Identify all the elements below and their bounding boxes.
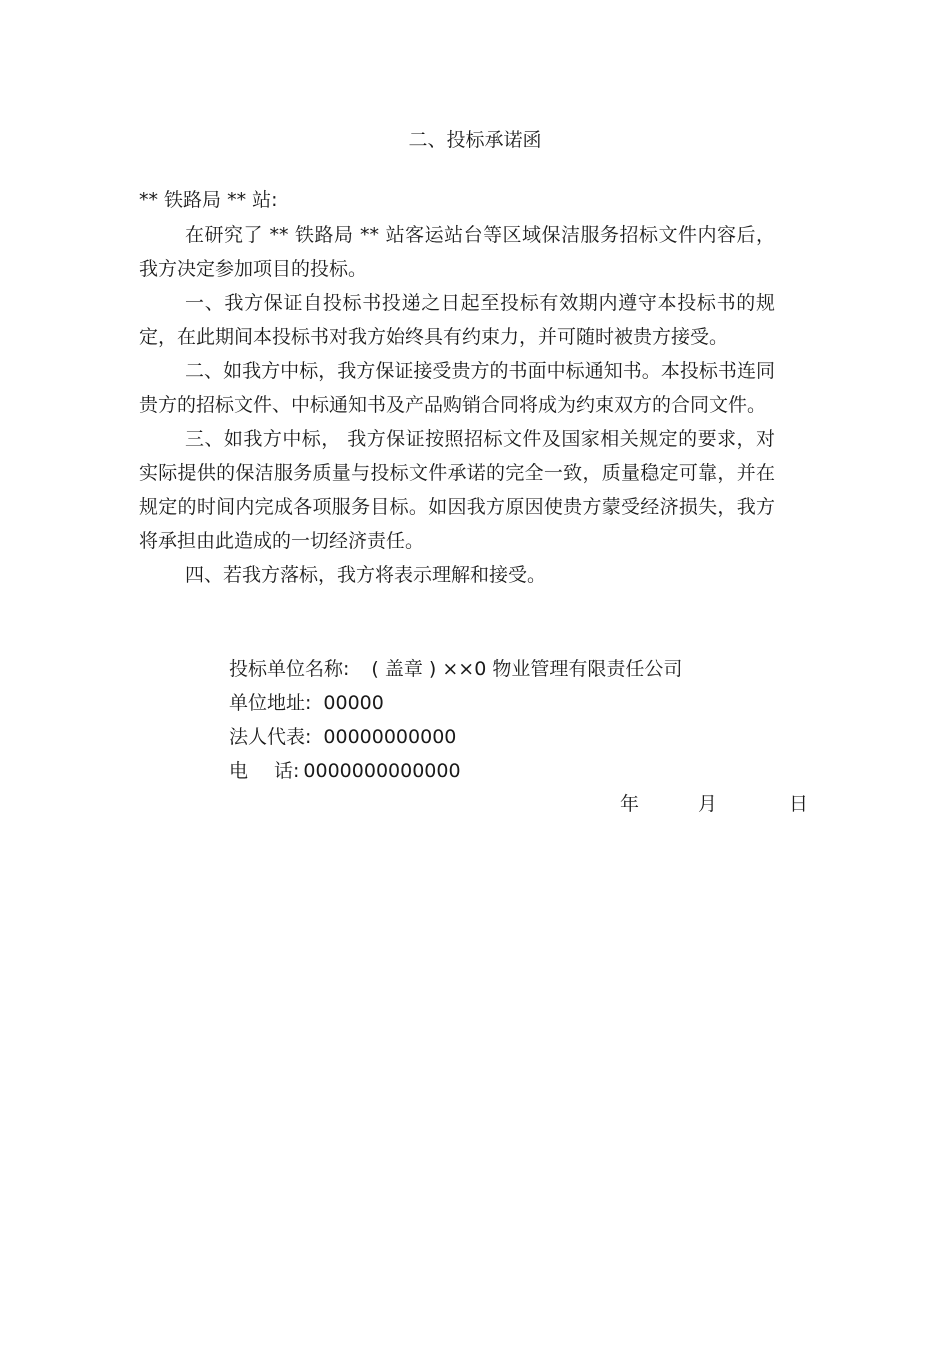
document-title: 二、投标承诺函	[408, 129, 542, 151]
bidder-name-value: ( 盖章 ) ××0 物业管理有限责任公司	[371, 658, 683, 680]
phone-label	[229, 754, 299, 788]
date-day: 日	[789, 793, 809, 815]
paragraph-commitment-1: 一、我方保证自投标书投递之日起至投标有效期内遵守本投标书的规定，在此期间本投标书对我方始终具有约束力，并可随时被贵方接受。	[139, 292, 775, 348]
paragraph-commitment-4: 四、若我方落标，我方将表示理解和接受。	[185, 564, 547, 586]
date-month: 月	[698, 793, 718, 815]
letter-body	[139, 218, 775, 592]
address-label: 单位地址:	[229, 692, 312, 714]
bidder-name-row	[229, 652, 682, 686]
phone-value: 0000000000000	[303, 760, 461, 782]
legal-rep-value: 00000000000	[323, 726, 457, 748]
bidder-info	[229, 652, 682, 788]
phone-label-char-2: 话:	[274, 760, 300, 782]
address-value: 00000	[323, 692, 384, 714]
addressee: ** 铁路局 ** 站:	[139, 189, 278, 211]
phone-label-char-1: 电	[229, 760, 249, 782]
address-row	[229, 686, 682, 720]
paragraph-commitment-3: 三、如我方中标， 我方保证按照招标文件及国家相关规定的要求，对实际提供的保洁服务质量与投标文件承诺的完全一致，质量稳定可靠，并在规定的时间内完成各项服务目标。如因我方原因使贵方蒙受经济损失，我方将承担由此造成的一切经济责任。	[139, 428, 775, 552]
paragraph-commitment-2: 二、如我方中标，我方保证接受贵方的书面中标通知书。本投标书连同贵方的招标文件、中标通知书及产品购销合同将成为约束双方的合同文件。	[139, 360, 775, 416]
phone-row	[229, 754, 682, 788]
legal-rep-label: 法人代表:	[229, 726, 312, 748]
legal-rep-row	[229, 720, 682, 754]
paragraph-intro: 在研究了 ** 铁路局 ** 站客运站台等区域保洁服务招标文件内容后，我方决定参加项目的投标。	[139, 224, 775, 280]
bidder-name-label: 投标单位名称:	[229, 658, 350, 680]
date-year: 年	[620, 793, 640, 815]
